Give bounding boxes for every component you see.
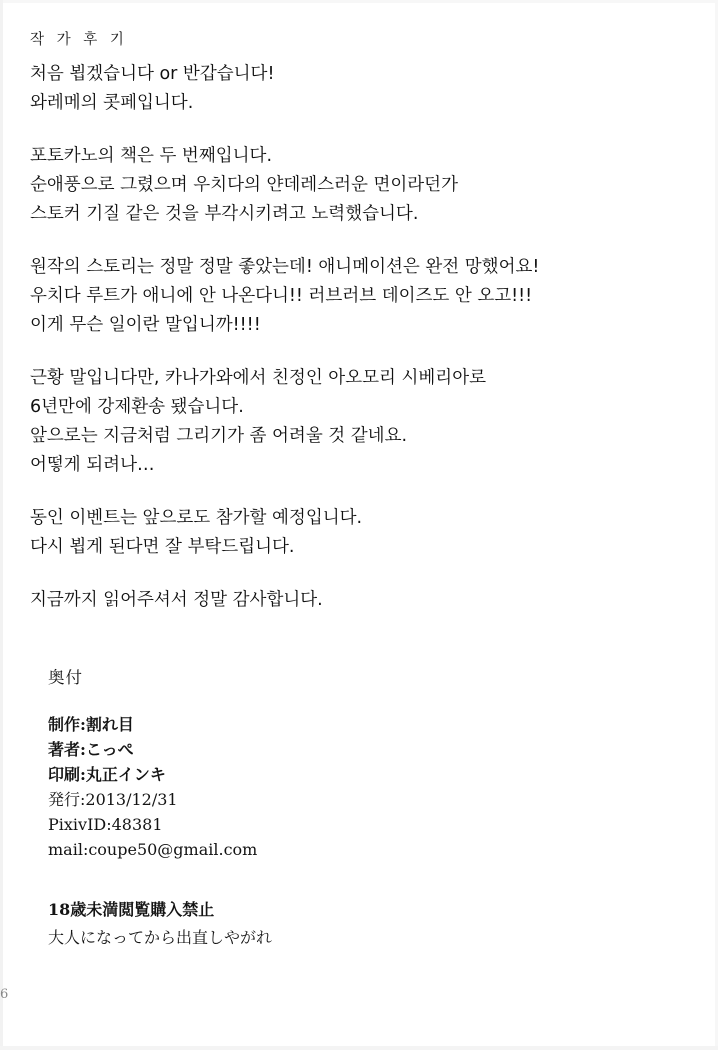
credit-line: 著者:こっぺ <box>48 740 134 759</box>
text-line: 다시 뵙게 된다면 잘 부탁드립니다. <box>30 537 295 557</box>
age-restriction-subtext: 大人になってから出直しやがれ <box>48 928 273 947</box>
paragraph <box>30 504 670 562</box>
text-line: 지금까지 읽어주셔서 정말 감사합니다. <box>30 590 323 610</box>
paragraph <box>30 586 670 615</box>
text-line: 동인 이벤트는 앞으로도 참가할 예정입니다. <box>30 508 363 528</box>
credit-line: 制作:割れ目 <box>48 715 134 734</box>
text-line: 와레메의 콧페입니다. <box>30 93 194 113</box>
text-line: 포토카노의 책은 두 번째입니다. <box>30 146 273 166</box>
paragraph <box>30 142 670 229</box>
colophon-block <box>48 664 648 862</box>
afterword-body <box>30 60 670 615</box>
text-line: 어떻게 되려나… <box>30 455 155 475</box>
text-line: 처음 뵙겠습니다 or 반갑습니다! <box>30 64 275 84</box>
colophon-title: 奥付 <box>48 668 83 687</box>
credit-line: 印刷:丸正インキ <box>48 765 166 784</box>
age-warning-block <box>48 896 648 952</box>
text-line: 우치다 루트가 애니에 안 나온다니!! 러브러브 데이즈도 안 오고!!! <box>30 286 533 306</box>
page-edge-bottom <box>0 1046 718 1050</box>
text-line: 원작의 스토리는 정말 정말 좋았는데! 애니메이션은 완전 망했어요! <box>30 257 540 277</box>
credit-line-email: mail:coupe50@gmail.com <box>48 840 258 859</box>
page-edge-top <box>0 0 718 3</box>
credit-line: PixivID:48381 <box>48 815 163 834</box>
text-line: 스토커 기질 같은 것을 부각시키려고 노력했습니다. <box>30 204 419 224</box>
page-number: 6 <box>0 987 9 1002</box>
text-line: 근황 말입니다만, 카나가와에서 친정인 아오모리 시베리아로 <box>30 368 486 388</box>
page-edge-left <box>0 0 3 1050</box>
paragraph <box>30 253 670 340</box>
colophon-credits <box>48 712 648 862</box>
text-line: 순애풍으로 그렸으며 우치다의 얀데레스러운 면이라던가 <box>30 175 458 195</box>
afterword-heading: 작 가 후 기 <box>30 32 128 48</box>
text-line: 앞으로는 지금처럼 그리기가 좀 어려울 것 같네요. <box>30 426 408 446</box>
age-restriction-notice: 18歳未満閲覧購入禁止 <box>48 900 215 919</box>
credit-line: 発行:2013/12/31 <box>48 790 178 809</box>
text-line: 6년만에 강제환송 됐습니다. <box>30 397 244 417</box>
text-line: 이게 무슨 일이란 말입니까!!!! <box>30 315 261 335</box>
paragraph <box>30 60 670 118</box>
paragraph <box>30 364 670 480</box>
